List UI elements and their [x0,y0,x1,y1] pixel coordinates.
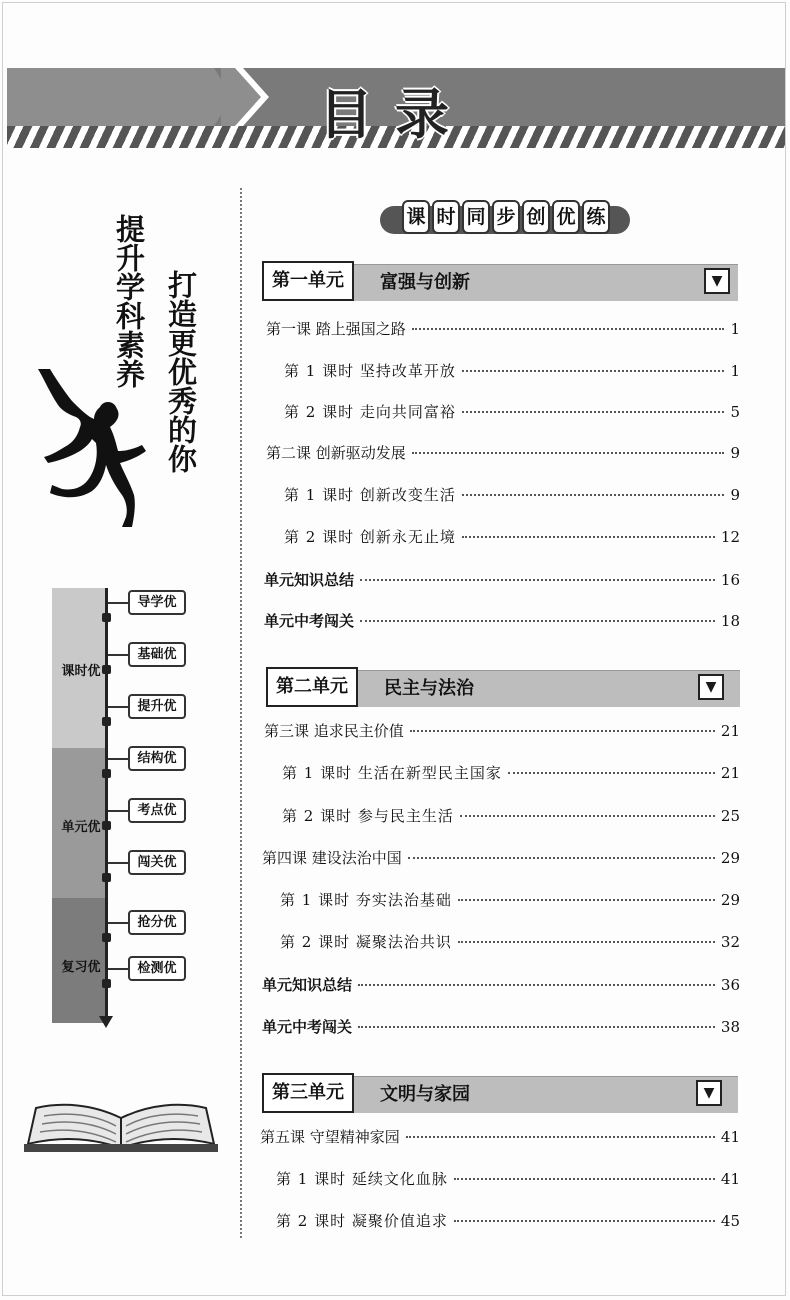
toc-entry-page: 29 [720,891,740,909]
toc-entry-page: 21 [720,764,740,782]
ladder-tick [108,758,128,760]
unit-title: 民主与法治 [384,678,474,699]
unit-title: 富强与创新 [380,272,470,293]
toc-entry[interactable] [266,442,740,466]
header-banner [7,68,785,150]
page-title: 目录 [319,83,471,146]
open-book-icon [22,1098,220,1154]
toc-entry[interactable] [264,720,740,744]
banner-char: 创 [522,200,550,234]
toc-entry-page: 1 [730,362,740,380]
banner-char: 课 [402,200,430,234]
stage-tag: 基础优 [128,642,186,667]
toc-entry[interactable] [264,569,740,593]
toc-entry[interactable] [264,610,740,634]
toc-entry-page: 45 [720,1212,740,1230]
ladder-axis [105,588,108,1018]
toc-entry-label: 第 2 课时 参与民主生活 [282,807,454,825]
leader-dots [454,1178,715,1180]
ladder-node [102,933,111,942]
leader-dots [458,941,715,943]
stage-label: 课时优 [61,664,101,679]
toc-entry-page: 9 [730,444,740,462]
chevron-down-icon[interactable]: ▼ [698,674,724,700]
toc-entry-label: 单元中考闯关 [262,1018,353,1036]
stage-label: 单元优 [61,820,101,835]
banner-char: 优 [552,200,580,234]
leader-dots [410,730,715,732]
leader-dots [412,328,725,330]
toc-entry-page: 41 [720,1128,740,1146]
slogan-line-1: 提升学科素养 [112,214,146,388]
toc-entry-page: 18 [720,612,740,630]
toc-entry-page: 36 [720,976,740,994]
toc-entry-label: 第二课 创新驱动发展 [266,444,406,462]
toc-entry-page: 25 [720,807,740,825]
toc-entry-page: 21 [720,722,740,740]
ladder-tick [108,810,128,812]
leader-dots [408,857,715,859]
toc-entry-label: 第四课 建设法治中国 [262,849,402,867]
toc-entry[interactable] [284,484,740,508]
ladder-node [102,873,111,882]
toc-entry[interactable] [262,1016,740,1040]
banner-char: 时 [432,200,460,234]
leader-dots [358,1026,715,1028]
toc-entry-label: 第 1 课时 夯实法治基础 [280,891,452,909]
leader-dots [462,411,725,413]
banner-char: 同 [462,200,490,234]
ladder-tick [108,922,128,924]
section-banner [380,198,630,240]
stage-tag: 闯关优 [128,850,186,875]
ladder-node [102,613,111,622]
toc-entry-label: 第 1 课时 生活在新型民主国家 [282,764,502,782]
toc-entry-page: 41 [720,1170,740,1188]
toc-entry[interactable] [282,762,740,786]
toc-entry[interactable] [260,1126,740,1150]
unit-number: 第三单元 [262,1073,354,1113]
unit-header [266,670,740,707]
leader-dots [508,772,715,774]
unit-header [262,264,738,301]
toc-entry[interactable] [284,526,740,550]
arrow-down-icon [99,1016,113,1028]
leader-dots [360,579,715,581]
toc-entry-page: 12 [720,528,740,546]
toc-entry[interactable] [284,360,740,384]
toc-entry-page: 5 [730,403,740,421]
stage-tag: 考点优 [128,798,186,823]
ladder-tick [108,654,128,656]
toc-entry-label: 第 2 课时 创新永无止境 [284,528,456,546]
toc-entry[interactable] [284,401,740,425]
banner-char: 步 [492,200,520,234]
ladder-tick [108,862,128,864]
chevron-down-icon[interactable]: ▼ [696,1080,722,1106]
toc-entry-label: 第三课 追求民主价值 [264,722,404,740]
jumping-person-icon [30,365,150,530]
toc-entry-label: 第 1 课时 坚持改革开放 [284,362,456,380]
toc-entry[interactable] [276,1210,740,1234]
toc-entry-label: 第 2 课时 走向共同富裕 [284,403,456,421]
leader-dots [454,1220,715,1222]
ladder-tick [108,706,128,708]
stage-tag: 导学优 [128,590,186,615]
toc-entry-label: 第五课 守望精神家园 [260,1128,400,1146]
toc-entry[interactable] [282,805,740,829]
toc-entry-page: 29 [720,849,740,867]
toc-entry[interactable] [276,1168,740,1192]
unit-title: 文明与家园 [380,1084,470,1105]
toc-entry-label: 第一课 踏上强国之路 [266,320,406,338]
toc-entry-page: 32 [720,933,740,951]
toc-entry-label: 第 2 课时 凝聚法治共识 [280,933,452,951]
toc-entry[interactable] [280,889,740,913]
slogan-line-2: 打造更优秀的你 [164,270,198,473]
toc-entry-page: 38 [720,1018,740,1036]
ladder-node [102,665,111,674]
unit-number: 第一单元 [262,261,354,301]
leader-dots [462,494,725,496]
ladder-node [102,979,111,988]
ladder-node [102,769,111,778]
leader-dots [462,536,715,538]
toc-entry-label: 第 1 课时 延续文化血脉 [276,1170,448,1188]
toc-entry[interactable] [262,847,740,871]
ladder-node [102,821,111,830]
unit-header [262,1076,738,1113]
header-bar-left [7,68,232,126]
stage-ladder [52,588,192,1033]
chevron-down-icon[interactable]: ▼ [704,268,730,294]
leader-dots [462,370,725,372]
unit-number: 第二单元 [266,667,358,707]
stage-label: 复习优 [61,960,101,975]
stage-tag: 提升优 [128,694,186,719]
toc-entry[interactable] [266,318,740,342]
toc-entry-label: 第 1 课时 创新改变生活 [284,486,456,504]
leader-dots [460,815,715,817]
ladder-tick [108,602,128,604]
leader-dots [360,620,715,622]
column-divider [240,188,242,1238]
leader-dots [412,452,725,454]
stage-tag: 结构优 [128,746,186,771]
toc-entry-page: 9 [730,486,740,504]
toc-entry[interactable] [280,931,740,955]
toc-entry[interactable] [262,974,740,998]
stage-tag: 抢分优 [128,910,186,935]
toc-entry-page: 16 [720,571,740,589]
toc-entry-label: 单元中考闯关 [264,612,355,630]
toc-entry-label: 第 2 课时 凝聚价值追求 [276,1212,448,1230]
stage-tag: 检测优 [128,956,186,981]
ladder-tick [108,968,128,970]
leader-dots [358,984,715,986]
banner-char: 练 [582,200,610,234]
ladder-node [102,717,111,726]
toc-entry-page: 1 [730,320,740,338]
leader-dots [458,899,715,901]
leader-dots [406,1136,715,1138]
toc-entry-label: 单元知识总结 [262,976,353,994]
toc-entry-label: 单元知识总结 [264,571,355,589]
